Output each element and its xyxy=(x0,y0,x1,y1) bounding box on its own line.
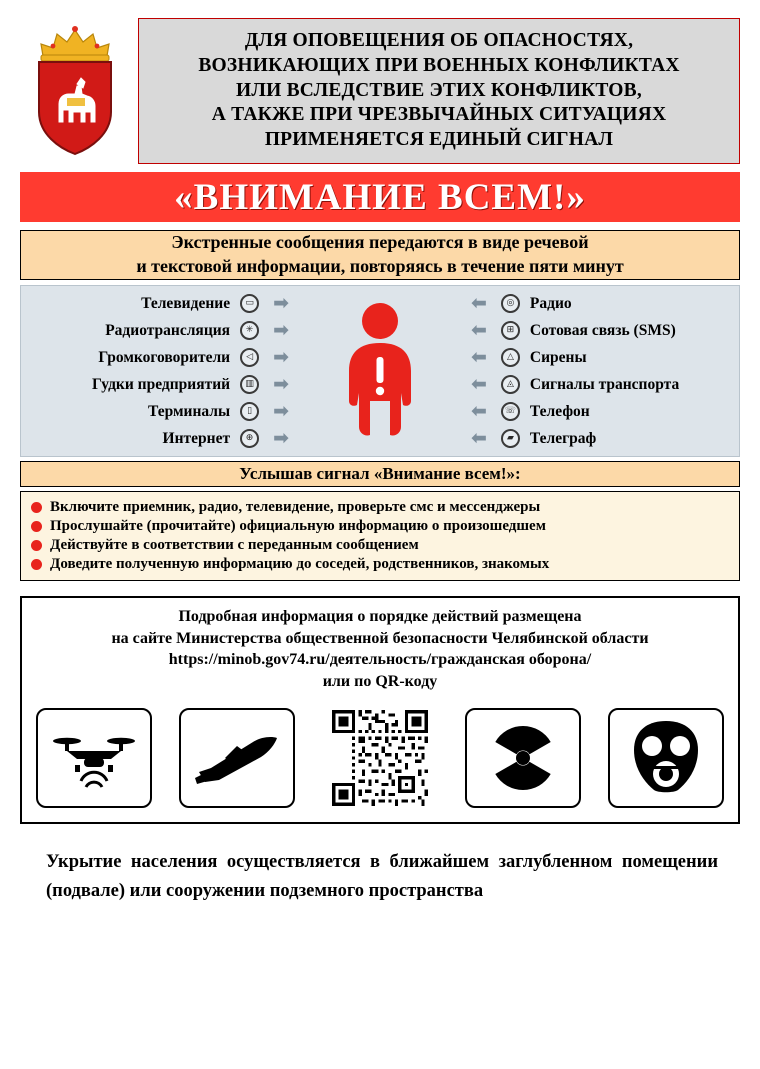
channel-label: Сигналы транспорта xyxy=(529,375,680,393)
channel-label: Радио xyxy=(529,294,572,312)
arrow-right-icon: ➡ xyxy=(273,319,289,341)
action-text: Действуйте в соответствии с переданным сообщением xyxy=(50,537,419,553)
telegraph-icon: ▰ xyxy=(501,429,520,448)
channel-label: Телефон xyxy=(529,402,590,420)
arrow-left-icon: ⬅ xyxy=(471,427,487,449)
action-text: Доведите полученную информацию до соседей, родственников, знакомых xyxy=(50,556,550,572)
header-line-1: ДЛЯ ОПОВЕЩЕНИЯ ОБ ОПАСНОСТЯХ, xyxy=(244,30,634,52)
channel-label: Громкоговорители xyxy=(98,348,231,366)
arrow-right-icon: ➡ xyxy=(273,427,289,449)
missile-icon xyxy=(179,708,295,808)
header-line-2: ВОЗНИКАЮЩИХ ПРИ ВОЕННЫХ КОНФЛИКТАХ xyxy=(198,54,680,76)
channels-left-column xyxy=(21,291,289,452)
more-info-box xyxy=(20,596,740,824)
channels-right-column xyxy=(471,291,739,452)
channel-item xyxy=(27,318,289,344)
channel-item xyxy=(27,426,289,452)
cellular-sms-icon: ⊞ xyxy=(501,321,520,340)
coat-of-arms-icon xyxy=(20,18,130,166)
footer-text: Укрытие населения осуществляется в ближайшем заглубленном помещении (подвале) или сооружении подземного пространства xyxy=(46,852,718,901)
siren-icon: △ xyxy=(501,348,520,367)
info-line-1: Подробная информация о порядке действий размещена xyxy=(178,608,582,625)
alert-channels-panel xyxy=(20,285,740,457)
hazard-icon-row xyxy=(32,702,728,814)
footer-note xyxy=(46,848,718,905)
actions-list xyxy=(20,491,740,581)
telephone-icon: ☏ xyxy=(501,402,520,421)
channel-label: Радиотрансляция xyxy=(105,321,231,339)
channel-item xyxy=(27,291,289,317)
signal-title-text: «ВНИМАНИЕ ВСЕМ!» xyxy=(174,176,586,218)
arrow-left-icon: ⬅ xyxy=(471,373,487,395)
action-text: Включите приемник, радио, телевидение, проверьте смс и мессенджеры xyxy=(50,499,541,515)
drone-icon xyxy=(36,708,152,808)
action-text: Прослушайте (прочитайте) официальную информацию о произошедшем xyxy=(50,518,546,534)
alert-person-figure xyxy=(289,286,471,456)
list-item xyxy=(31,537,731,554)
info-line-2: на сайте Министерства общественной безопасности Челябинской области xyxy=(111,629,649,647)
channel-label: Телеграф xyxy=(529,429,597,447)
channel-item xyxy=(27,399,289,425)
channel-item xyxy=(27,345,289,371)
channel-label: Сотовая связь (SMS) xyxy=(529,321,676,339)
bullet-icon xyxy=(31,540,42,551)
terminal-icon: ▯ xyxy=(240,402,259,421)
bullet-icon xyxy=(31,521,42,532)
channel-item xyxy=(471,345,733,371)
emergency-message-note xyxy=(20,230,740,280)
arrow-right-icon: ➡ xyxy=(273,373,289,395)
header xyxy=(20,18,740,166)
channel-label: Сирены xyxy=(529,348,587,366)
list-item xyxy=(31,518,731,535)
channel-label: Гудки предприятий xyxy=(92,375,231,393)
channel-label: Интернет xyxy=(162,429,231,447)
info-line-4: или по QR-коду xyxy=(322,672,438,690)
arrow-left-icon: ⬅ xyxy=(471,292,487,314)
signal-title-banner xyxy=(20,172,740,222)
arrow-left-icon: ⬅ xyxy=(471,400,487,422)
arrow-right-icon: ➡ xyxy=(273,292,289,314)
gas-mask-icon xyxy=(608,708,724,808)
internet-globe-icon: ⊕ xyxy=(240,429,259,448)
channel-item xyxy=(471,399,733,425)
factory-horn-icon: ▥ xyxy=(240,375,259,394)
channel-label: Телевидение xyxy=(141,294,231,312)
info-url[interactable]: https://minob.gov74.ru/деятельность/гражданская оборона/ xyxy=(168,651,592,669)
bullet-icon xyxy=(31,559,42,570)
channel-item xyxy=(471,372,733,398)
broadcast-icon: ✳ xyxy=(240,321,259,340)
header-line-5: ПРИМЕНЯЕТСЯ ЕДИНЫЙ СИГНАЛ xyxy=(264,129,614,151)
qr-code[interactable] xyxy=(322,708,438,808)
channel-item xyxy=(471,318,733,344)
channel-item xyxy=(471,291,733,317)
actions-heading xyxy=(20,461,740,487)
header-line-3: ИЛИ ВСЛЕДСТВИЕ ЭТИХ КОНФЛИКТОВ, xyxy=(236,79,642,101)
arrow-right-icon: ➡ xyxy=(273,346,289,368)
tv-icon: ▭ xyxy=(240,294,259,313)
header-line-4: А ТАКЖЕ ПРИ ЧРЕЗВЫЧАЙНЫХ СИТУАЦИЯХ xyxy=(211,104,667,126)
loudspeaker-icon: ◁ xyxy=(240,348,259,367)
arrow-left-icon: ⬅ xyxy=(471,346,487,368)
arrow-right-icon: ➡ xyxy=(273,400,289,422)
arrow-left-icon: ⬅ xyxy=(471,319,487,341)
emergency-note-line-1: Экстренные сообщения передаются в виде речевой xyxy=(171,232,589,253)
radio-icon: ◎ xyxy=(501,294,520,313)
channel-item xyxy=(27,372,289,398)
emergency-note-line-2: и текстовой информации, повторяясь в течение пяти минут xyxy=(136,256,624,276)
header-banner xyxy=(138,18,740,164)
radiation-hazard-icon xyxy=(465,708,581,808)
transport-signal-icon: ◬ xyxy=(501,375,520,394)
list-item xyxy=(31,556,731,573)
list-item xyxy=(31,499,731,516)
channel-item xyxy=(471,426,733,452)
actions-heading-text: Услышав сигнал «Внимание всем!»: xyxy=(239,464,521,483)
bullet-icon xyxy=(31,502,42,513)
channel-label: Терминалы xyxy=(147,402,231,420)
